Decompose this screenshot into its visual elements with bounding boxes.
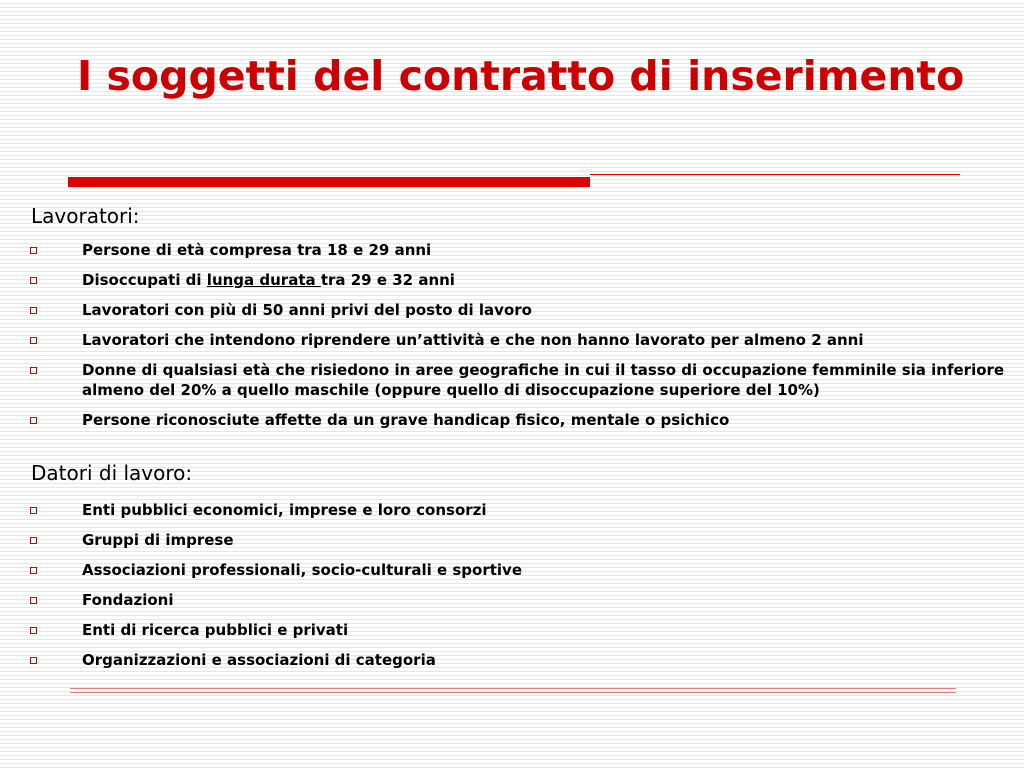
list-item-text: Persone di età compresa tra 18 e 29 anni bbox=[82, 241, 432, 259]
list-item-text: Organizzazioni e associazioni di categoria bbox=[82, 651, 436, 669]
list-item bbox=[0, 530, 1024, 550]
hollow-square-bullet-icon bbox=[30, 337, 37, 344]
list-item bbox=[0, 620, 1024, 640]
workers-list bbox=[0, 240, 1024, 440]
list-item bbox=[0, 500, 1024, 520]
workers-heading: Lavoratori: bbox=[31, 204, 140, 228]
hollow-square-bullet-icon bbox=[30, 367, 37, 374]
list-item-text: Donne di qualsiasi età che risiedono in aree geografiche in cui il tasso di occupazione femminile sia inferiore almeno del 20% a quello maschile (oppure quello di disoccupazione superiore del 10%) bbox=[82, 361, 1005, 399]
list-item-text-after: tra 29 e 32 anni bbox=[320, 271, 455, 289]
hollow-square-bullet-icon bbox=[30, 597, 37, 604]
list-item bbox=[0, 300, 1024, 320]
footer-divider-bottom bbox=[70, 692, 956, 693]
list-item-text: Persone riconosciute affette da un grave handicap fisico, mentale o psichico bbox=[82, 411, 730, 429]
hollow-square-bullet-icon bbox=[30, 417, 37, 424]
list-item-text: Lavoratori con più di 50 anni privi del posto di lavoro bbox=[82, 301, 532, 319]
list-item bbox=[0, 360, 1024, 400]
list-item bbox=[0, 560, 1024, 580]
hollow-square-bullet-icon bbox=[30, 567, 37, 574]
list-item-text: Fondazioni bbox=[82, 591, 174, 609]
list-item bbox=[0, 240, 1024, 260]
list-item bbox=[0, 330, 1024, 350]
list-item bbox=[0, 270, 1024, 290]
list-item-text: Enti pubblici economici, imprese e loro consorzi bbox=[82, 501, 487, 519]
hollow-square-bullet-icon bbox=[30, 277, 37, 284]
list-item-text-before: Disoccupati di bbox=[82, 271, 207, 289]
hollow-square-bullet-icon bbox=[30, 507, 37, 514]
hollow-square-bullet-icon bbox=[30, 537, 37, 544]
list-item-text: Enti di ricerca pubblici e privati bbox=[82, 621, 349, 639]
list-item-text: Gruppi di imprese bbox=[82, 531, 234, 549]
list-item-text: Lavoratori che intendono riprendere un’attività e che non hanno lavorato per almeno 2 anni bbox=[82, 331, 864, 349]
hollow-square-bullet-icon bbox=[30, 627, 37, 634]
hollow-square-bullet-icon bbox=[30, 657, 37, 664]
footer-divider-top bbox=[70, 688, 956, 689]
list-item bbox=[0, 650, 1024, 670]
list-item-text: Associazioni professionali, socio-culturali e sportive bbox=[82, 561, 523, 579]
employers-list bbox=[0, 500, 1024, 680]
slide-title: I soggetti del contratto di inserimento bbox=[77, 52, 965, 100]
title-divider-thin bbox=[590, 174, 960, 175]
employers-heading: Datori di lavoro: bbox=[31, 461, 193, 485]
list-item bbox=[0, 590, 1024, 610]
list-item bbox=[0, 410, 1024, 430]
title-divider-thick bbox=[68, 177, 590, 187]
lunga-durata-link[interactable]: lunga durata bbox=[206, 271, 321, 289]
hollow-square-bullet-icon bbox=[30, 247, 37, 254]
hollow-square-bullet-icon bbox=[30, 307, 37, 314]
